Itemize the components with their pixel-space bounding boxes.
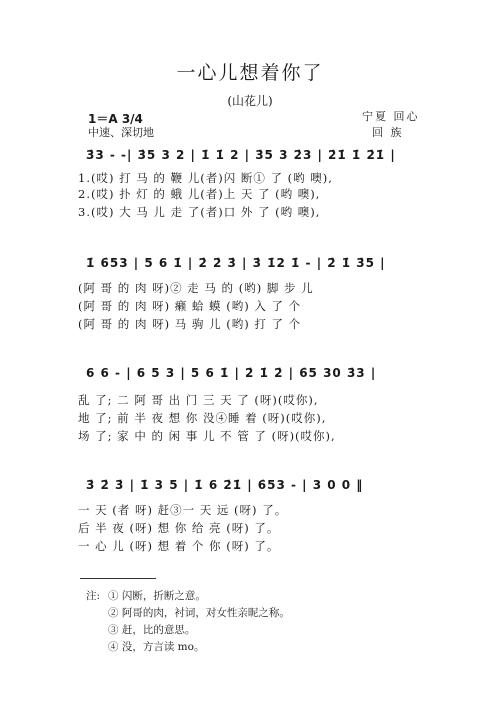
footnotes-heading: 注:: [86, 590, 101, 602]
footnote-1: ① 闪断，折断之意。: [108, 590, 206, 602]
footnote-3: ③ 赶，比的意思。: [108, 624, 196, 636]
credit-ethnic: 回 族: [372, 126, 404, 139]
credit-collector: 宁夏 回心: [362, 110, 420, 123]
notation-row: 3̇3 - -| 3̇5 3 2 | 1̇ 1̇ 2 | 3̇5 3 2̇3 | 2̇1̇ 1̇ 2̇1̇ |: [86, 148, 396, 162]
lyric-line-1: 乱 了; 二 阿 哥 出 门 三 天 了 (呀)(哎你),: [78, 393, 319, 407]
notation-row: 6 6 - | 6 5 3 | 5 6 1̇ | 2̇ 1̇ 2̇ | 6̇5 30 3̇3 |: [86, 366, 377, 380]
notation-row: 1̇ 6̇53 | 5 6 1̇ | 2̇ 2̇ 3̇ | 3̇ 1̇2 1̇ - | 2̇ 1̇ 3̇5 |: [86, 256, 386, 270]
footnote-divider: [80, 578, 156, 579]
lyric-line-2: (阿 哥 的 肉 呀) 癞 蛤 蟆 (哟) 入 了 个: [78, 299, 302, 313]
footnote-4: ④ 没，方言读 mo。: [108, 641, 205, 653]
lyric-line-2: 地 了; 前 半 夜 想 你 没④睡 着 (呀)(哎你),: [78, 411, 327, 425]
lyric-line-3: 3.(哎) 大 马 儿 走 了(者)口 外 了 (哟 噢),: [78, 205, 321, 219]
page-title: 一心儿想着你了: [176, 62, 324, 84]
lyric-line-1: 1.(哎) 打 马 的 鞭 儿(者)闪 断① 了 (哟 噢),: [78, 171, 333, 185]
tempo-marking: 中速、深切地: [88, 126, 154, 139]
lyric-line-3: 一 心 儿 (呀) 想 着 个 你 (呀) 了。: [78, 539, 280, 553]
footnote-2: ② 阿哥的肉，衬词，对女性亲昵之称。: [108, 607, 290, 619]
key-signature: 1＝A 3/4: [88, 112, 143, 126]
lyric-line-2: 2.(哎) 扑 灯 的 蛾 儿(者)上 天 了 (哟 噢),: [78, 187, 321, 201]
lyric-line-2: 后 半 夜 (呀) 想 你 给 亮 (呀) 了。: [78, 521, 280, 535]
lyric-line-3: 场 了; 家 中 的 闲 事 儿 不 管 了 (呀)(哎你),: [78, 429, 336, 443]
lyric-line-1: (阿 哥 的 肉 呀)② 走 马 的 (哟) 脚 步 儿: [78, 281, 314, 295]
lyric-line-1: 一 天 (者 呀) 赶③一 天 远 (呀) 了。: [78, 503, 288, 517]
page-subtitle: (山花儿): [227, 94, 273, 108]
notation-row: 3̇ 2̇ 3̇ | 1̇ 3 5 | 1̇ 6 2̇1̇ | 6̇53 - | 3 0 0 ‖: [86, 478, 364, 492]
lyric-line-3: (阿 哥 的 肉 呀) 马 驹 儿 (哟) 打 了 个: [78, 317, 302, 331]
